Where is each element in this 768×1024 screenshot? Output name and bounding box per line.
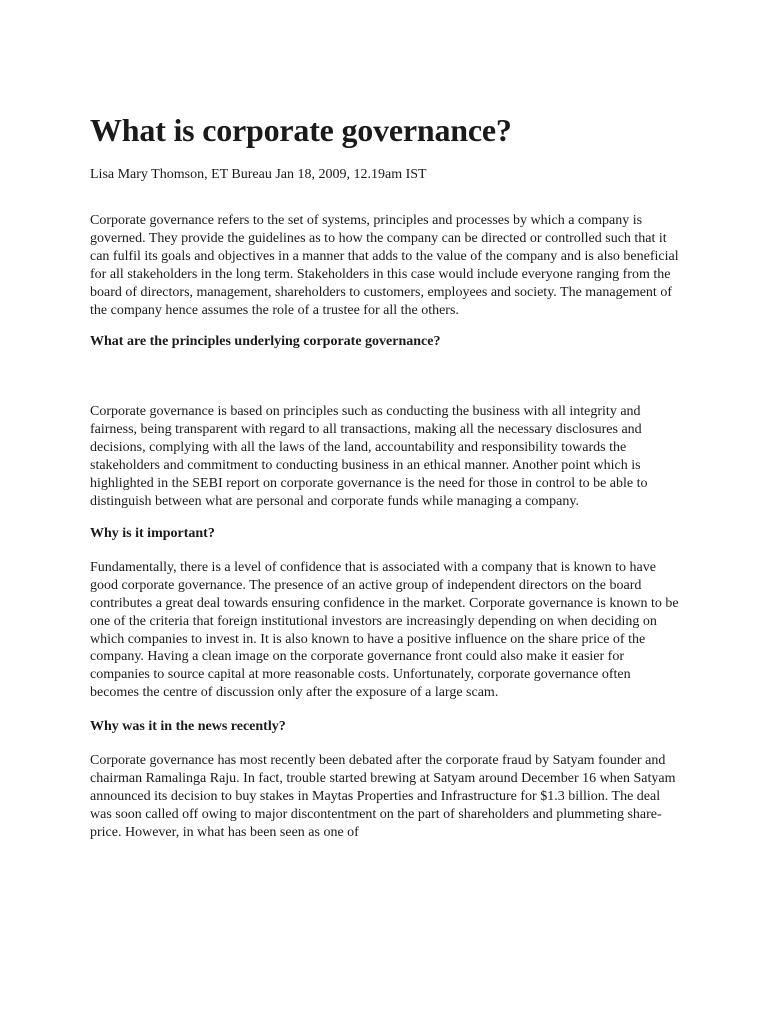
paragraph-importance: Fundamentally, there is a level of confidence that is associated with a company that is known to have good corporate governance. The presence of an active group of independent directors on the board contributes a great deal towards ensuring confidence in the market. Corporate governance is known to be one of the criteria that foreign institutional investors are increasingly depending on when deciding on which companies to invest in. It is also known to have a positive influence on the share price of the company. Having a clean image on the corporate governance front could also make it easier for companies to source capital at more reasonable costs. Unfortunately, corporate governance often becomes the centre of discussion only after the exposure of a large scam. [90, 559, 679, 701]
paragraph-principles: Corporate governance is based on principles such as conducting the business with all integrity and fairness, being transparent with regard to all transactions, making all the necessary disclosures and decisions, complying with all the laws of the land, accountability and responsibility towards the stakeholders and commitment to conducting business in an ethical manner. Another point which is highlighted in the SEBI report on corporate governance is the need for those in control to be able to distinguish between what are personal and corporate funds while managing a company. [90, 404, 648, 509]
section-heading-importance: Why is it important? [90, 525, 215, 541]
article-byline: Lisa Mary Thomson, ET Bureau Jan 18, 2009, 12.19am IST [90, 167, 427, 182]
section-heading-news: Why was it in the news recently? [90, 719, 286, 735]
article-title: What is corporate governance? [90, 112, 512, 148]
paragraph-news: Corporate governance has most recently been debated after the corporate fraud by Satyam founder and chairman Ramalinga Raju. In fact, trouble started brewing at Satyam around December 16 when Satyam announced its decision to buy stakes in Maytas Properties and Infrastructure for $1.3 billion. The deal was soon called off owing to major discontentment on the part of shareholders and plummeting share-price. However, in what has been seen as one of [90, 753, 676, 840]
section-heading-principles: What are the principles underlying corporate governance? [90, 334, 441, 350]
article [90, 108, 680, 842]
paragraph-definition: Corporate governance refers to the set of systems, principles and processes by which a company is governed. They provide the guidelines as to how the company can be directed or controlled such that it can fulfil its goals and objectives in a manner that adds to the value of the company and is also beneficial for all stakeholders in the long term. Stakeholders in this case would include everyone ranging from the board of directors, management, shareholders to customers, employees and society. The management of the company hence assumes the role of a trustee for all the others. [90, 213, 679, 318]
